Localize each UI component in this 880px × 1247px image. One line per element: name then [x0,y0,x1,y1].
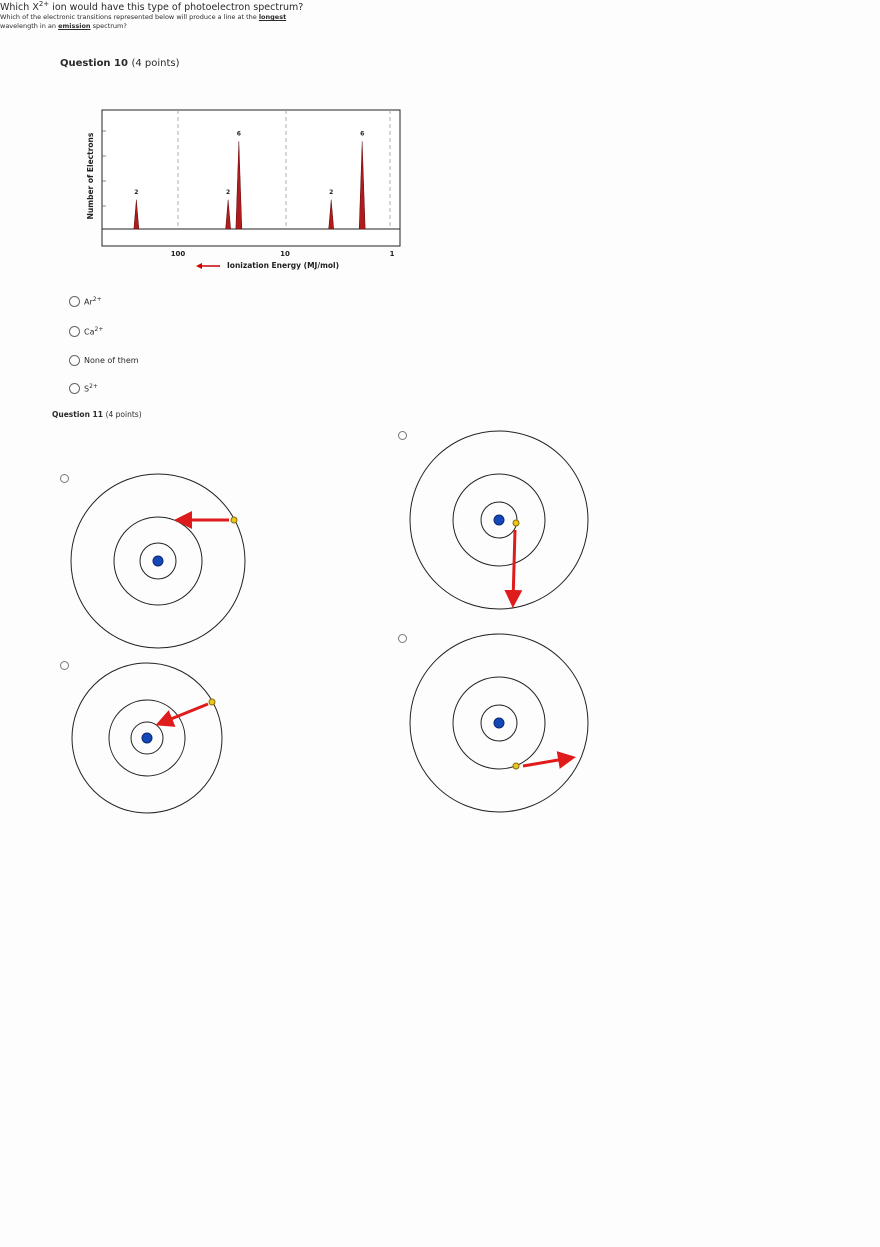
question-number: Question 11 [52,410,103,419]
option-base: Ar [84,297,93,307]
prompt-emphasis-emission: emission [58,22,91,31]
prompt-text: spectrum? [90,22,127,31]
nucleus [494,718,504,728]
prompt-text: Which X [0,2,39,14]
peak-label: 2 [329,188,334,196]
x-tick-label: 10 [280,250,290,258]
bohr-model-d [410,634,588,812]
peak-label: 6 [360,130,365,138]
question-number: Question 10 [60,58,128,69]
option-base: S [84,384,90,394]
electron [231,517,237,523]
prompt-text: Which of the electronic transitions represented below will produce a line at the [0,13,259,22]
option-sup: 2+ [94,326,104,334]
prompt-emphasis-longest: longest [258,13,287,22]
x-axis-label: Ionization Energy (MJ/mol) [227,261,340,270]
peak-label: 2 [134,188,139,196]
prompt-superscript: 2+ [38,0,50,8]
prompt-text: ion would have this type of photoelectron spectrum? [49,2,304,14]
nucleus [494,515,504,525]
y-axis-label: Number of Electrons [86,132,95,220]
question-points: (4 points) [105,410,142,419]
electron [513,520,519,526]
x-tick-label: 1 [389,250,395,258]
x-tick-label: 100 [170,250,186,258]
nucleus [142,733,152,743]
peak-label: 2 [226,188,231,196]
transition-arrow [513,530,515,602]
option-base: Ca [84,327,95,337]
option-sup: 2+ [92,296,102,304]
peak-label: 6 [236,130,241,138]
option-sup: 2+ [89,383,98,391]
bohr-model-c [72,663,222,813]
bohr-model-b [410,431,588,609]
prompt-text: wavelength in an [0,22,59,31]
electron [209,699,215,705]
transition-arrow [523,758,570,766]
electron [513,763,519,769]
bohr-model-a [71,474,245,648]
question-points: (4 points) [131,58,180,69]
nucleus [153,556,163,566]
option-label: None of them [84,356,139,365]
